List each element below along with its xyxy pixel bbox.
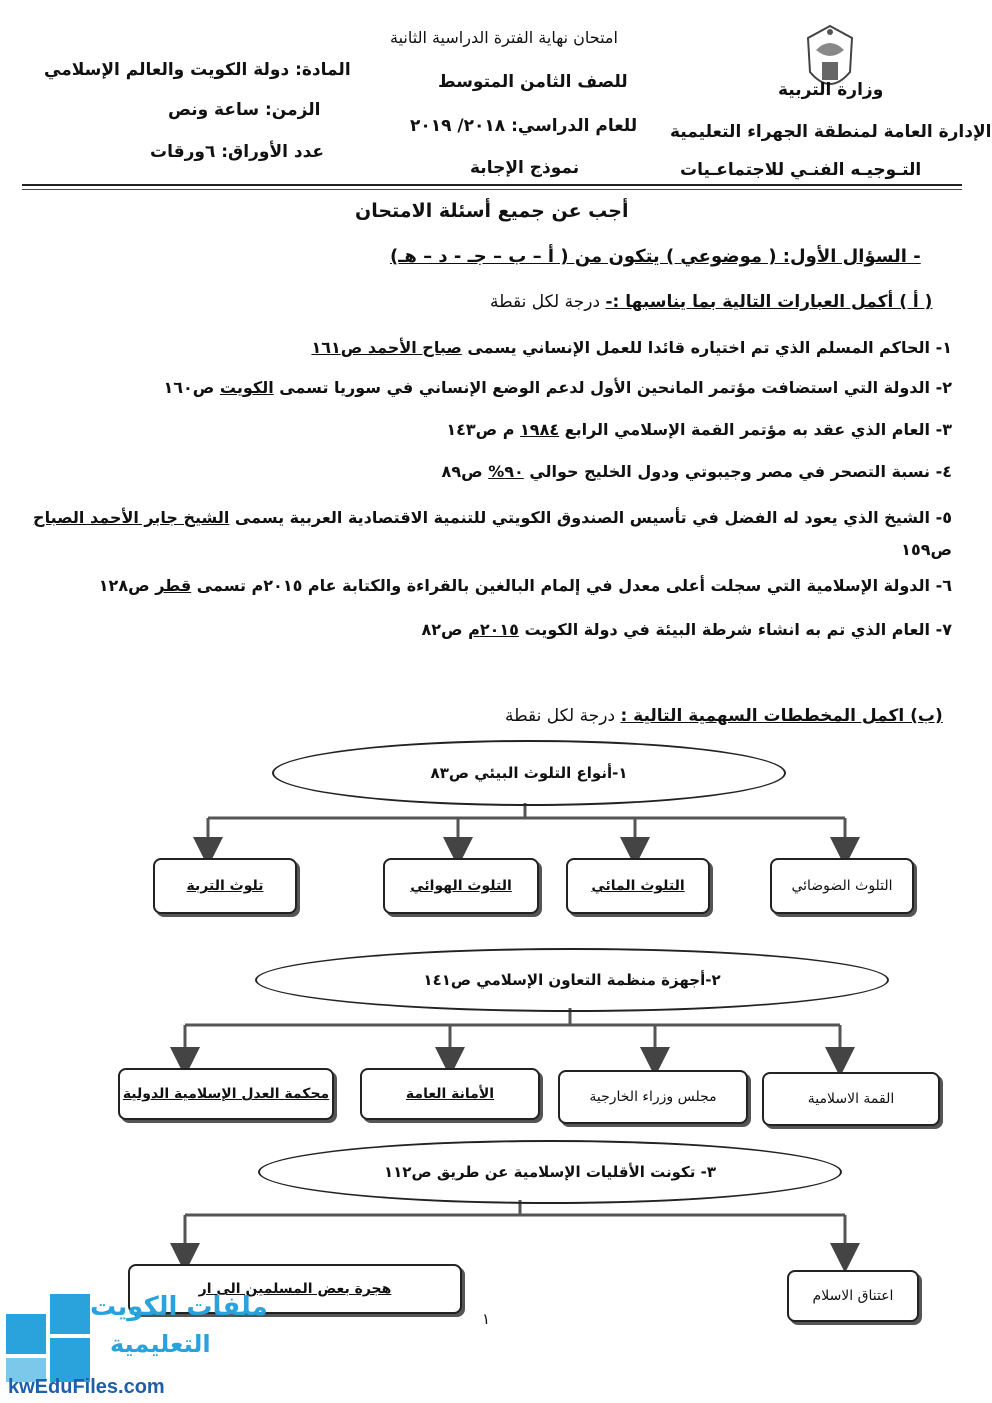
item-3-ref: م ص١٤٣: [446, 420, 515, 439]
diagram1-box-2: التلوث المائي: [566, 858, 710, 914]
item-7-answer: ٢٠١٥م: [468, 620, 519, 639]
part-b-score: درجة لكل نقطة: [505, 706, 616, 726]
district: الإدارة العامة لمنطقة الجهراء التعليمية: [670, 122, 992, 142]
pages-count: عدد الأوراق: ٦ورقات: [150, 142, 325, 162]
grade: للصف الثامن المتوسط: [438, 72, 628, 92]
part-a-title: ( أ ) أكمل العبارات التالية بما يناسبها :-: [605, 292, 933, 312]
item-4: ٤- نسبة التصحر في مصر وجيبوتي ودول الخليج حوالي ٩٠% ص٨٩: [441, 462, 952, 481]
item-2-ref: ص١٦٠: [163, 378, 215, 397]
diagram1-box-4: تلوث التربة: [153, 858, 297, 914]
item-5: ٥- الشيخ الذي يعود له الفضل في تأسيس الصندوق الكويتي للتنمية الاقتصادية العربية يسمى الشيخ جابر الأحمد الصباح: [33, 508, 952, 527]
item-5-answer: الشيخ جابر الأحمد الصباح: [33, 508, 230, 527]
item-5-ref: ص١٥٩: [901, 540, 952, 559]
page-number: ١: [482, 1310, 491, 1328]
answer-model: نموذج الإجابة: [470, 158, 580, 178]
diagram2-box-3: الأمانة العامة: [360, 1068, 540, 1120]
item-1: ١- الحاكم المسلم الذي تم اختياره قائدا للعمل الإنساني يسمى صباح الأحمد ص١٦١: [311, 338, 952, 357]
instruction: أجب عن جميع أسئلة الامتحان: [355, 200, 629, 222]
diagram3-box-1: اعتناق الاسلام: [787, 1270, 919, 1322]
logo-tiles-icon: [6, 1294, 96, 1384]
logo-line2: التعليمية: [110, 1330, 211, 1358]
item-3-answer: ١٩٨٤: [520, 420, 560, 439]
item-7-ref: ص٨٢: [421, 620, 463, 639]
diagram2-box-4: محكمة العدل الإسلامية الدولية: [118, 1068, 334, 1120]
diagram2-box-2: مجلس وزراء الخارجية: [558, 1070, 748, 1124]
item-3: ٣- العام الذي عقد به مؤتمر القمة الإسلامي الرابع ١٩٨٤ م ص١٤٣: [446, 420, 952, 439]
item-1-answer: صباح الأحمد ص١٦١: [311, 338, 462, 357]
supervision: التـوجيـه الفنـي للاجتماعـيات: [680, 160, 922, 180]
q1-title: - السؤال الأول: ( موضوعي ) يتكون من ( أ – ب – جـ - د – هـ): [390, 246, 921, 267]
subject: المادة: دولة الكويت والعالم الإسلامي: [44, 60, 351, 80]
item-6-ref: ص١٢٨: [98, 576, 150, 595]
academic-year: للعام الدراسي: ٢٠١٨/ ٢٠١٩: [410, 116, 638, 136]
part-b-title: (ب) اكمل المخططات السهمية التالية :: [620, 706, 943, 726]
item-7: ٧- العام الذي تم به انشاء شرطة البيئة في دولة الكويت ٢٠١٥م ص٨٢: [421, 620, 952, 639]
item-2-answer: الكويت: [219, 378, 274, 397]
part-a-score: درجة لكل نقطة: [490, 292, 601, 312]
ministry: وزارة التربية: [778, 80, 884, 100]
diagram1-box-1: التلوث الضوضائي: [770, 858, 914, 914]
item-2: ٢- الدولة التي استضافت مؤتمر المانحين الأول لدعم الوضع الإنساني في سوريا تسمى الكويت ص١٦٠: [163, 378, 952, 397]
item-6-answer: قطر: [155, 576, 192, 595]
diagram1-box-3: التلوث الهوائي: [383, 858, 539, 914]
time: الزمن: ساعة ونص: [168, 100, 321, 120]
logo-url: kwEduFiles.com: [8, 1376, 165, 1398]
item-4-ref: ص٨٩: [441, 462, 483, 481]
diagram2-title: ٢-أجهزة منظمة التعاون الإسلامي ص١٤١: [255, 948, 889, 1012]
exam-title: امتحان نهاية الفترة الدراسية الثانية: [390, 28, 618, 47]
diagram2-box-1: القمة الاسلامية: [762, 1072, 940, 1126]
diagram1-title: ١-أنواع التلوث البيئي ص٨٣: [272, 740, 786, 806]
logo-line1: ملفات الكويت: [90, 1292, 268, 1322]
diagram3-box-2: هجرة بعض المسلمين الى ار: [128, 1264, 462, 1314]
diagram3-title: ٣- تكونت الأقليات الإسلامية عن طريق ص١١٢: [258, 1140, 842, 1204]
item-6: ٦- الدولة الإسلامية التي سجلت أعلى معدل في إلمام البالغين بالقراءة والكتابة عام ٢٠١٥م تسمى قطر ص١٢٨: [98, 576, 952, 595]
site-logo: [0, 1290, 268, 1403]
item-4-answer: ٩٠%: [488, 462, 524, 481]
